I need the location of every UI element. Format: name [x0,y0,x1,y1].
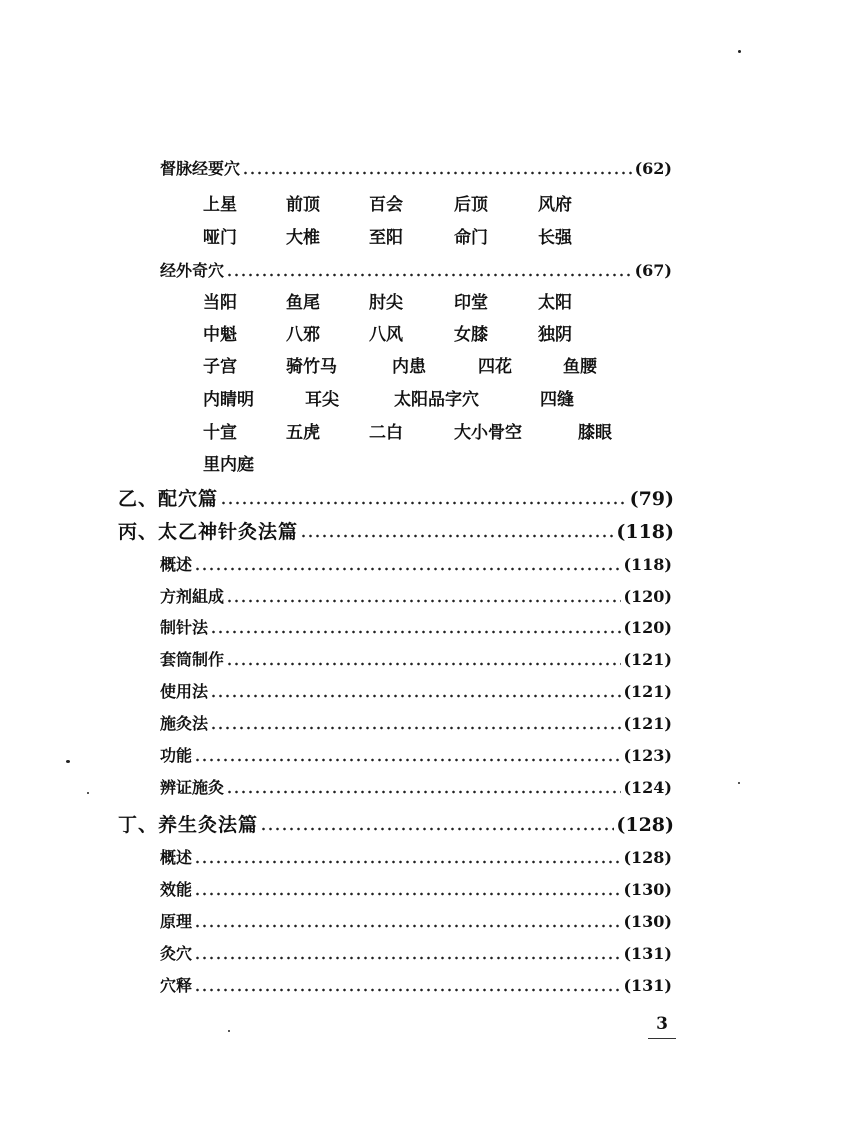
dot-leader [260,827,614,831]
toc-entry [160,973,672,996]
dot-leader [226,599,621,603]
dot-leader [220,501,628,505]
toc-section-title: 丙、太乙神针灸法篇 [118,521,299,543]
toc-entry-title: 概述 [160,848,193,867]
acupoint: 八风 [369,325,403,345]
toc-entry [160,679,672,702]
toc-entry-extra [160,258,672,281]
acupoint: 印堂 [454,293,488,313]
acupoint: 前顶 [286,195,320,215]
dot-leader [210,694,621,698]
toc-entry-page: (121) [623,682,672,701]
acupoint: 二白 [369,423,403,443]
acupoint: 骑竹马 [286,357,337,377]
toc-entry-page: (67) [634,261,672,280]
acupoint: 耳尖 [305,390,339,410]
acupoint: 哑门 [203,228,237,248]
dot-leader [226,662,621,666]
toc-entry-title: 套筒制作 [160,650,225,669]
dot-leader [194,567,621,571]
toc-entry-title: 督脉经要穴 [160,159,241,178]
toc-entry-title: 灸穴 [160,944,193,963]
acupoint: 八邪 [286,325,320,345]
dot-leader [226,273,633,277]
acupoint: 当阳 [203,293,237,313]
acupoint: 五虎 [286,423,320,443]
acupoint: 十宣 [203,423,237,443]
toc-entry-title: 使用法 [160,682,209,701]
toc-entry [160,584,672,607]
toc-entry-title: 原理 [160,912,193,931]
toc-entry-page: (121) [623,714,672,733]
toc-entry-title: 制针法 [160,618,209,637]
acupoint: 内患 [392,357,426,377]
acupoint: 独阴 [538,325,572,345]
scan-speck [66,760,70,763]
toc-entry [160,941,672,964]
dot-leader [194,924,621,928]
toc-entry [160,775,672,798]
toc-entry-title: 穴释 [160,976,193,995]
dot-leader [210,726,621,730]
page-number-rule [648,1038,676,1039]
dot-leader [194,860,621,864]
toc-entry [160,845,672,868]
page-number: 3 [656,1014,668,1034]
toc-entry-page: (123) [623,746,672,765]
acupoint: 至阳 [369,228,403,248]
toc-entry-page: (121) [623,650,672,669]
acupoint: 大椎 [286,228,320,248]
toc-entry [160,877,672,900]
acupoint: 肘尖 [369,293,403,313]
dot-leader [194,956,621,960]
acupoint: 上星 [203,195,237,215]
acupoint: 长强 [538,228,572,248]
toc-section-page: (118) [616,521,674,543]
dot-leader [242,171,633,175]
toc-section-ding [118,810,674,837]
toc-entry-page: (120) [623,618,672,637]
toc-entry-page: (131) [623,976,672,995]
dot-leader [226,790,621,794]
dot-leader [300,534,614,538]
toc-section-page: (128) [616,814,674,836]
toc-entry-title: 辨证施灸 [160,778,225,797]
toc-entry-page: (118) [623,555,672,574]
toc-entry-title: 功能 [160,746,193,765]
scan-speck [228,1030,230,1032]
dot-leader [194,758,621,762]
acupoint: 女膝 [454,325,488,345]
acupoint: 大小骨空 [454,423,522,443]
acupoint: 子宫 [203,357,237,377]
toc-entry-page: (130) [623,880,672,899]
acupoint: 膝眼 [578,423,612,443]
acupoint: 后顶 [454,195,488,215]
acupoint: 百会 [369,195,403,215]
acupoint: 太阳 [538,293,572,313]
scan-speck [738,50,741,53]
toc-entry-du-mai [160,156,672,179]
toc-entry [160,615,672,638]
toc-section-page: (79) [629,488,674,510]
toc-entry-title: 施灸法 [160,714,209,733]
toc-entry-title: 概述 [160,555,193,574]
toc-section-yi [118,484,674,511]
dot-leader [210,630,621,634]
toc-entry-page: (128) [623,848,672,867]
acupoint: 四花 [478,357,512,377]
acupoint: 中魁 [203,325,237,345]
toc-section-bing [118,517,674,544]
acupoint: 鱼尾 [286,293,320,313]
toc-entry-page: (120) [623,587,672,606]
toc-entry [160,647,672,670]
toc-entry-page: (130) [623,912,672,931]
acupoint: 里内庭 [203,455,254,475]
acupoint: 风府 [538,195,572,215]
dot-leader [194,988,621,992]
toc-entry [160,909,672,932]
acupoint: 命门 [454,228,488,248]
toc-entry [160,743,672,766]
toc-entry-page: (62) [634,159,672,178]
acupoint: 太阳品字穴 [394,390,479,410]
toc-entry-title: 经外奇穴 [160,261,225,280]
scan-speck [87,792,89,794]
toc-entry [160,711,672,734]
toc-entry-title: 方剂組成 [160,587,225,606]
toc-entry-page: (124) [623,778,672,797]
toc-section-title: 丁、养生灸法篇 [118,814,259,836]
scan-speck [738,782,740,784]
acupoint: 四缝 [540,390,574,410]
toc-entry-page: (131) [623,944,672,963]
toc-entry [160,552,672,575]
acupoint: 鱼腰 [563,357,597,377]
toc-entry-title: 效能 [160,880,193,899]
acupoint: 内睛明 [203,390,254,410]
toc-section-title: 乙、配穴篇 [118,488,219,510]
dot-leader [194,892,621,896]
